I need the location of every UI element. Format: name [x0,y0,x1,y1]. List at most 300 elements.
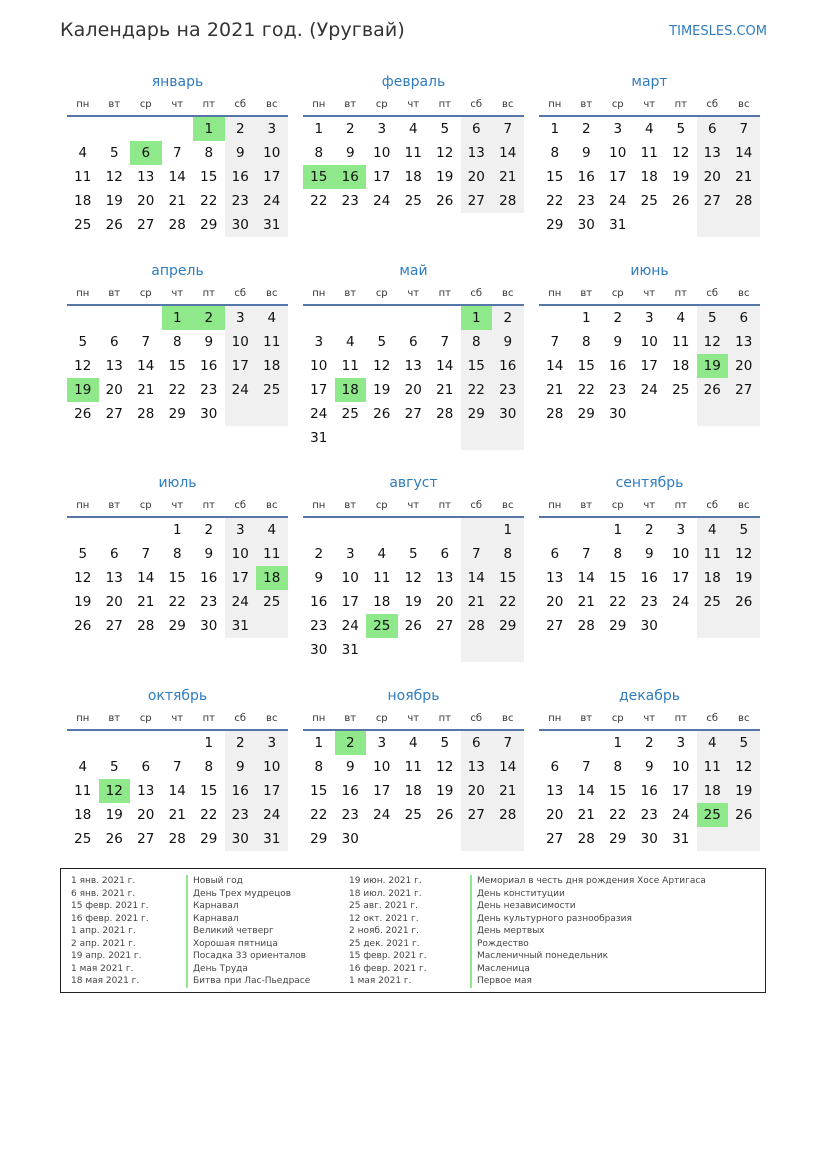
day-cell: 5 [728,731,760,755]
weekday-label: пн [548,288,562,299]
month-name: апрель [151,263,204,279]
day-grid [303,731,524,851]
day-cell: 25 [256,378,288,402]
day-cell: 6 [109,546,119,562]
day-cell: 20 [137,807,155,823]
day-cell: 24 [672,807,690,823]
day-cell: 27 [105,406,123,422]
legend-holiday-name: День Труда [186,963,310,976]
legend-names-left [186,875,310,988]
day-cell: 12 [728,755,760,779]
legend-date: 12 окт. 2021 г. [349,913,419,924]
weekday-label: ср [611,500,624,511]
weekday-label: ср [139,288,152,299]
day-cell: 30 [310,642,328,658]
day-cell: 21 [728,165,760,189]
day-cell: 8 [461,330,493,354]
day-cell: 29 [310,831,328,847]
day-cell: 22 [168,382,186,398]
legend-date: 25 авг. 2021 г. [349,901,418,911]
day-cell: 4 [697,518,729,542]
day-cell: 22 [492,590,524,614]
day-cell: 16 [225,779,257,803]
day-cell: 16 [492,354,524,378]
day-cell: 2 [225,117,257,141]
day-cell: 13 [461,755,493,779]
day-cell: 22 [609,807,627,823]
day-cell: 11 [373,570,391,586]
day-cell: 28 [168,831,186,847]
day-cell: 26 [728,803,760,827]
day-cell: 8 [204,759,214,775]
day-cell: 14 [492,755,524,779]
holiday-legend [60,868,766,993]
day-cell: 15 [546,169,564,185]
day-empty [398,306,430,330]
day-cell: 26 [728,590,760,614]
day-cell: 15 [200,783,218,799]
weekday-label: ср [611,713,624,724]
weekday-header [303,94,524,117]
day-cell: 2 [314,546,324,562]
legend-holiday-name: Великий четверг [186,925,310,938]
weekday-header [67,495,288,518]
legend-holiday-name: Рождество [470,938,706,951]
weekday-label: вс [266,99,278,110]
weekday-label: чт [171,713,184,724]
weekday-label: сб [470,288,483,299]
weekday-label: ср [375,500,388,511]
day-empty [697,213,729,237]
day-cell: 30 [341,831,359,847]
day-cell: 2 [204,522,214,538]
weekday-label: вт [344,500,357,511]
day-cell: 31 [225,614,257,638]
day-cell: 7 [461,542,493,566]
month-12 [539,684,760,851]
day-cell: 9 [492,330,524,354]
day-empty [67,306,99,330]
day-cell: 29 [492,614,524,638]
day-cell: 3 [644,310,654,326]
day-cell: 16 [200,570,218,586]
weekday-label: вт [580,288,593,299]
day-cell: 25 [640,193,658,209]
day-cell: 14 [546,358,564,374]
day-cell: 3 [676,735,686,751]
legend-holiday-name: День Трех мудрецов [186,888,310,901]
day-empty [99,306,131,330]
day-cell: 2 [345,121,355,137]
day-cell: 11 [74,169,92,185]
day-grid [539,117,760,237]
weekday-label: вс [266,288,278,299]
day-cell: 21 [168,193,186,209]
weekday-label: пт [438,713,451,724]
day-cell: 23 [225,189,257,213]
weekday-label: вт [344,99,357,110]
day-cell: 27 [461,803,493,827]
day-cell: 30 [492,402,524,426]
legend-holiday-name: Масленичный понедельник [470,950,706,963]
day-empty [398,638,430,662]
day-cell: 4 [644,121,654,137]
day-cell: 26 [672,193,690,209]
day-cell: 18 [697,566,729,590]
weekday-header [303,283,524,306]
day-cell: 28 [137,406,155,422]
day-empty [665,402,697,426]
weekday-label: пт [202,713,215,724]
weekday-label: пт [674,288,687,299]
day-cell: 16 [310,594,328,610]
weekday-header [67,94,288,117]
day-empty [67,117,99,141]
day-cell: 31 [341,642,359,658]
weekday-label: вт [108,99,121,110]
weekday-label: чт [407,288,420,299]
weekday-label: сб [706,99,719,110]
day-cell: 1 [172,522,182,538]
weekday-label: вт [580,99,593,110]
weekday-label: чт [171,99,184,110]
day-cell: 15 [492,566,524,590]
day-empty [665,614,697,638]
day-empty [429,518,461,542]
day-cell: 21 [492,779,524,803]
day-cell: 7 [728,117,760,141]
day-cell: 5 [440,735,450,751]
day-empty [398,426,430,450]
weekday-label: пн [548,500,562,511]
day-cell: 31 [672,831,690,847]
day-empty [366,426,398,450]
month-name: январь [151,74,204,90]
day-cell: 13 [436,570,454,586]
day-cell: 8 [492,542,524,566]
day-cell: 1 [204,735,214,751]
weekday-label: сб [234,500,247,511]
weekday-label: чт [643,288,656,299]
weekday-label: вс [738,99,750,110]
weekday-label: пн [76,713,90,724]
day-cell: 14 [577,783,595,799]
day-cell: 7 [141,334,151,350]
day-cell: 9 [345,759,355,775]
weekday-label: сб [470,713,483,724]
day-cell: 16 [341,783,359,799]
weekday-label: чт [407,713,420,724]
legend-date: 2 нояб. 2021 г. [349,926,420,936]
legend-holiday-name: Карнавал [186,913,310,926]
day-cell: 31 [256,827,288,851]
month-10 [67,684,288,851]
day-cell: 28 [577,831,595,847]
day-empty [461,426,493,450]
day-cell: 11 [256,542,288,566]
weekday-label: чт [171,288,184,299]
day-cell: 23 [341,193,359,209]
day-cell: 17 [609,169,627,185]
day-empty [130,306,162,330]
day-cell: 29 [609,618,627,634]
day-grid [303,117,524,213]
day-grid [67,518,288,638]
day-cell: 28 [492,189,524,213]
day-empty [130,117,162,141]
day-cell: 17 [672,783,690,799]
day-cell: 5 [109,759,119,775]
legend-names-right [470,875,706,988]
day-cell: 15 [609,783,627,799]
day-cell: 26 [697,378,729,402]
day-empty [398,518,430,542]
day-cell: 23 [200,382,218,398]
day-cell: 26 [105,217,123,233]
day-empty [335,306,367,330]
day-cell: 23 [577,193,595,209]
day-cell: 26 [404,618,422,634]
weekday-label: чт [171,500,184,511]
day-empty [461,827,493,851]
day-cell: 13 [546,570,564,586]
day-cell: 23 [609,382,627,398]
weekday-label: вт [108,713,121,724]
day-cell: 6 [461,731,493,755]
day-cell: 20 [404,382,422,398]
day-cell: 13 [105,358,123,374]
day-empty [162,117,194,141]
day-cell-holiday: 2 [335,731,367,755]
day-cell: 15 [310,783,328,799]
weekday-label: вс [502,713,514,724]
day-empty [728,213,760,237]
day-cell: 9 [644,759,654,775]
day-cell: 28 [461,614,493,638]
weekday-label: ср [139,500,152,511]
day-cell: 20 [436,594,454,610]
day-empty [99,117,131,141]
day-cell: 17 [225,354,257,378]
weekday-label: сб [470,500,483,511]
day-grid [303,306,524,450]
legend-holiday-name: Первое мая [470,975,706,988]
day-cell: 13 [697,141,729,165]
day-cell: 17 [373,783,391,799]
day-cell: 16 [200,358,218,374]
day-cell: 23 [640,594,658,610]
day-cell: 17 [373,169,391,185]
weekday-label: пт [438,99,451,110]
weekday-label: вс [738,288,750,299]
day-grid [67,117,288,237]
day-cell: 18 [74,807,92,823]
day-cell: 19 [672,169,690,185]
month-2 [303,70,524,213]
day-cell: 18 [672,358,690,374]
day-cell: 25 [74,831,92,847]
day-cell: 13 [137,169,155,185]
day-cell: 29 [461,402,493,426]
day-cell: 4 [408,121,418,137]
day-cell: 9 [204,334,214,350]
day-cell: 13 [404,358,422,374]
day-cell: 8 [204,145,214,161]
day-cell: 9 [204,546,214,562]
day-cell-holiday: 16 [335,165,367,189]
weekday-label: вс [266,713,278,724]
weekday-label: сб [234,288,247,299]
day-cell: 21 [436,382,454,398]
day-cell: 21 [546,382,564,398]
weekday-label: пн [548,713,562,724]
day-cell: 11 [697,542,729,566]
day-cell: 12 [728,542,760,566]
day-cell: 7 [172,759,182,775]
day-cell: 22 [310,807,328,823]
weekday-label: ср [139,713,152,724]
weekday-label: ср [611,99,624,110]
day-cell: 30 [640,831,658,847]
day-cell: 8 [613,546,623,562]
legend-holiday-name: День культурного разнообразия [470,913,706,926]
day-cell: 3 [377,121,387,137]
legend-date: 15 февр. 2021 г. [71,901,149,911]
day-cell: 3 [377,735,387,751]
day-cell: 5 [109,145,119,161]
weekday-label: пн [312,288,326,299]
weekday-label: сб [706,288,719,299]
day-cell: 17 [256,779,288,803]
day-cell: 7 [550,334,560,350]
day-cell: 22 [310,193,328,209]
day-cell: 7 [172,145,182,161]
legend-holiday-name: Битва при Лас-Пьедрасе [186,975,310,988]
day-cell: 3 [314,334,324,350]
day-empty [67,518,99,542]
day-cell: 16 [640,570,658,586]
day-cell: 29 [577,406,595,422]
day-cell: 9 [225,141,257,165]
day-empty [492,426,524,450]
day-cell: 7 [440,334,450,350]
day-empty [697,614,729,638]
day-empty [130,518,162,542]
weekday-label: вс [502,500,514,511]
weekday-label: пн [312,713,326,724]
day-cell: 12 [74,570,92,586]
day-cell: 14 [168,783,186,799]
weekday-label: вт [108,500,121,511]
day-empty [335,426,367,450]
day-empty [665,213,697,237]
day-cell-holiday: 15 [303,165,335,189]
day-cell: 19 [74,594,92,610]
day-cell: 24 [672,594,690,610]
month-4 [67,259,288,426]
day-cell: 13 [546,783,564,799]
weekday-label: ср [611,288,624,299]
day-cell: 10 [310,358,328,374]
day-cell: 27 [461,189,493,213]
day-cell: 15 [200,169,218,185]
brand-link[interactable]: TIMESLES.COM [669,24,767,39]
day-cell: 6 [109,334,119,350]
day-cell: 23 [640,807,658,823]
day-cell-holiday: 12 [99,779,131,803]
weekday-label: пт [202,99,215,110]
day-cell: 10 [672,759,690,775]
day-cell: 25 [256,590,288,614]
weekday-label: сб [234,99,247,110]
day-cell: 19 [728,566,760,590]
day-cell: 14 [137,358,155,374]
day-cell: 22 [609,594,627,610]
day-cell: 26 [74,618,92,634]
day-empty [571,731,603,755]
weekday-header [539,283,760,306]
day-cell: 19 [436,783,454,799]
day-cell: 1 [613,522,623,538]
day-grid [539,731,760,851]
weekday-label: пт [674,500,687,511]
day-cell: 4 [697,731,729,755]
day-cell: 10 [225,542,257,566]
day-cell: 5 [78,334,88,350]
day-cell: 21 [137,594,155,610]
day-empty [697,827,729,851]
day-cell: 29 [609,831,627,847]
weekday-header [67,283,288,306]
day-cell: 21 [492,165,524,189]
day-cell: 26 [436,807,454,823]
day-cell: 14 [577,570,595,586]
day-cell: 6 [461,117,493,141]
day-cell: 3 [345,546,355,562]
legend-holiday-name: Мемориал в честь дня рождения Хосе Артигаса [470,875,706,888]
day-cell: 6 [550,546,560,562]
legend-date: 1 янв. 2021 г. [71,876,136,886]
day-cell: 1 [314,735,324,751]
weekday-label: сб [706,713,719,724]
day-cell: 4 [676,310,686,326]
day-cell: 1 [613,735,623,751]
day-cell: 8 [314,145,324,161]
day-cell: 22 [461,378,493,402]
day-cell: 18 [74,193,92,209]
day-cell: 21 [577,807,595,823]
legend-date: 1 мая 2021 г. [349,976,412,986]
day-cell: 14 [728,141,760,165]
weekday-label: пт [202,288,215,299]
day-cell: 30 [225,827,257,851]
day-empty [634,402,666,426]
weekday-label: пн [312,99,326,110]
legend-holiday-name: Хорошая пятница [186,938,310,951]
day-cell: 3 [256,117,288,141]
day-cell: 21 [577,594,595,610]
day-cell: 29 [200,831,218,847]
day-cell: 30 [577,217,595,233]
day-cell-holiday: 1 [461,306,493,330]
day-cell: 24 [256,189,288,213]
legend-date: 1 апр. 2021 г. [71,926,136,936]
legend-holiday-name: Карнавал [186,900,310,913]
day-cell: 25 [74,217,92,233]
legend-date: 19 апр. 2021 г. [71,951,142,961]
day-cell: 23 [225,803,257,827]
month-name: июль [158,475,197,491]
